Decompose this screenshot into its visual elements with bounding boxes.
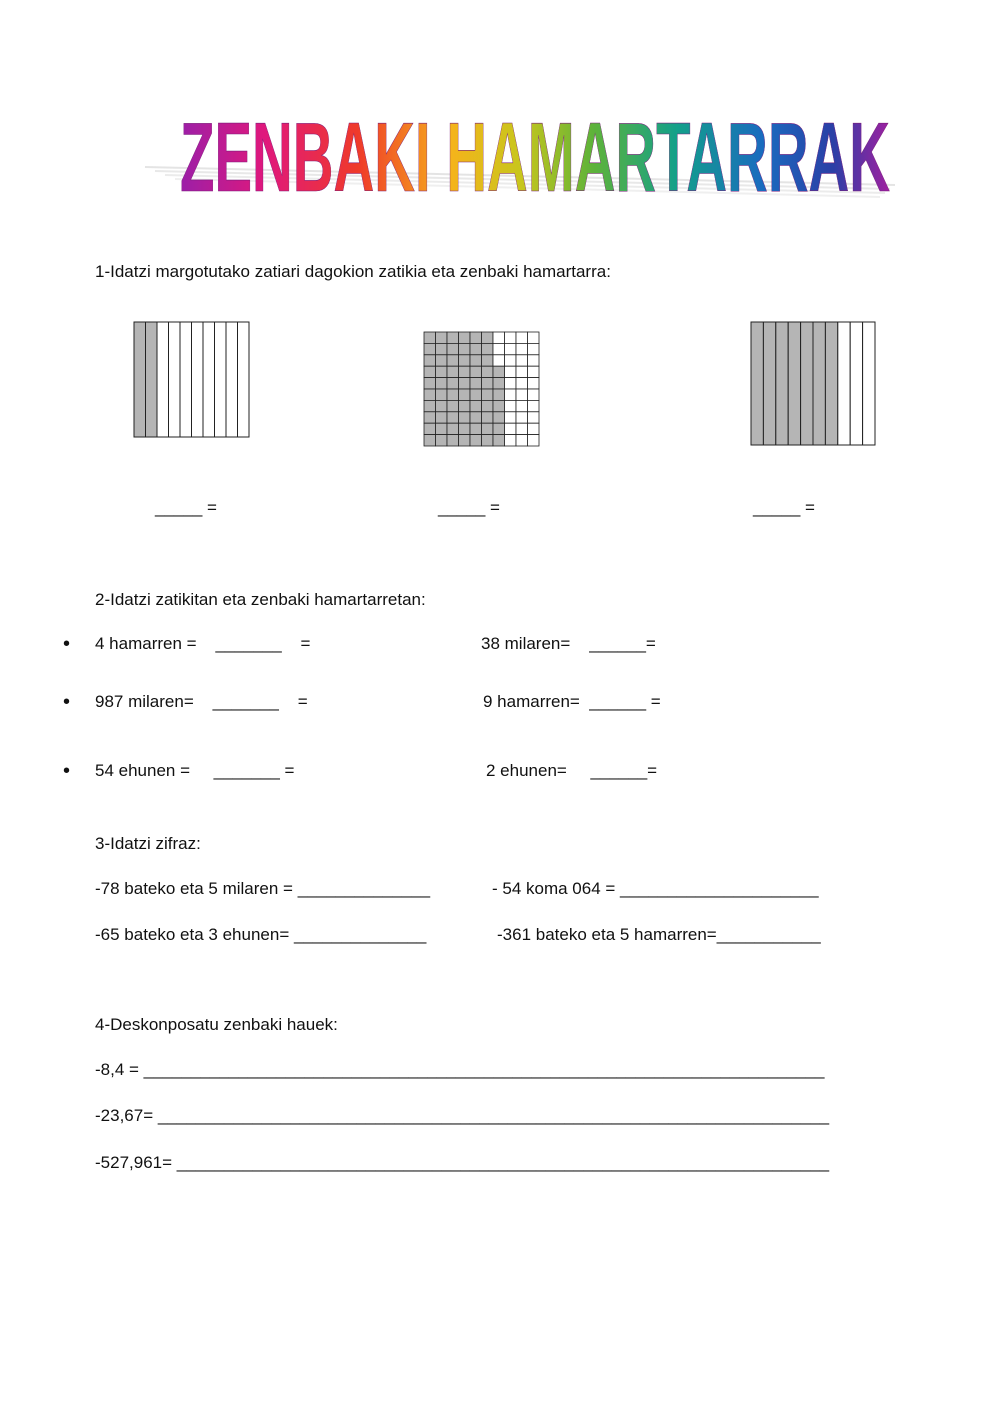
shaded-cell [436,332,448,343]
answer-blank-1[interactable]: _____ = [155,498,217,517]
exercise-item[interactable]: 2 ehunen= ______= [486,761,658,780]
empty-cell [516,332,528,343]
decompose-line[interactable]: -527,961= _____________________________________________________________________ [95,1153,830,1172]
exercise-item[interactable]: -65 bateko eta 3 ehunen= ______________ [95,925,427,944]
empty-cell [528,332,540,343]
empty-cell [528,366,540,377]
shaded-cell [447,343,459,354]
empty-strip [850,322,862,445]
shaded-cell [493,378,505,389]
shaded-cell [424,389,436,400]
title-wordart [140,105,900,205]
shaded-cell [436,423,448,434]
shaded-cell [459,412,471,423]
empty-strip [238,322,250,437]
empty-cell [505,400,517,411]
shaded-cell [493,389,505,400]
shaded-cell [482,400,494,411]
shaded-strip [146,322,158,437]
exercise-item[interactable]: -361 bateko eta 5 hamarren=___________ [497,925,821,944]
section3-heading: 3-Idatzi zifraz: [95,834,201,853]
shaded-cell [459,378,471,389]
shaded-cell [424,343,436,354]
empty-cell [516,355,528,366]
empty-cell [528,389,540,400]
hundredths-figure [423,331,540,447]
empty-cell [516,423,528,434]
shaded-cell [470,332,482,343]
empty-cell [505,378,517,389]
empty-strip [838,322,850,445]
shaded-cell [447,435,459,446]
shaded-strip [751,322,763,445]
shaded-cell [482,355,494,366]
empty-cell [516,435,528,446]
shaded-strip [801,322,813,445]
empty-cell [516,389,528,400]
shaded-cell [436,435,448,446]
empty-cell [528,378,540,389]
decompose-line[interactable]: -8,4 = ________________________________________________________________________ [95,1060,825,1079]
empty-strip [157,322,169,437]
section2-heading: 2-Idatzi zatikitan eta zenbaki hamartarretan: [95,590,426,609]
bullet: • [63,760,71,782]
shaded-cell [493,435,505,446]
empty-cell [528,435,540,446]
shaded-cell [470,389,482,400]
exercise-item[interactable]: 4 hamarren = _______ = [95,634,311,653]
shaded-cell [424,378,436,389]
shaded-cell [459,435,471,446]
empty-cell [516,378,528,389]
shaded-cell [447,423,459,434]
shaded-cell [459,332,471,343]
shaded-strip [813,322,825,445]
empty-strip [226,322,238,437]
empty-cell [505,332,517,343]
shaded-cell [482,366,494,377]
empty-cell [516,412,528,423]
empty-strip [215,322,227,437]
empty-cell [505,366,517,377]
bullet: • [63,691,71,713]
answer-blank-3[interactable]: _____ = [753,498,815,517]
shaded-cell [436,343,448,354]
empty-cell [505,435,517,446]
shaded-cell [482,332,494,343]
decompose-line[interactable]: -23,67= _______________________________________________________________________ [95,1106,830,1125]
shaded-cell [470,378,482,389]
shaded-cell [493,423,505,434]
section1-heading: 1-Idatzi margotutako zatiari dagokion zatikia eta zenbaki hamartarra: [95,262,611,281]
shaded-cell [459,423,471,434]
shaded-cell [424,355,436,366]
empty-cell [516,343,528,354]
empty-cell [516,366,528,377]
shaded-cell [470,355,482,366]
empty-cell [493,332,505,343]
empty-cell [493,355,505,366]
shaded-strip [134,322,146,437]
exercise-item[interactable]: -78 bateko eta 5 milaren = ______________ [95,879,431,898]
shaded-cell [436,412,448,423]
shaded-cell [447,332,459,343]
page-title: ZENBAKI HAMARTARRAK [180,105,890,205]
exercise-item[interactable]: - 54 koma 064 = _____________________ [492,879,819,898]
shaded-cell [470,400,482,411]
shaded-cell [482,423,494,434]
exercise-item[interactable]: 38 milaren= ______= [481,634,656,653]
exercise-item[interactable]: 9 hamarren= ______ = [483,692,661,711]
tenths-figure-2 [750,321,876,446]
shaded-cell [447,366,459,377]
shaded-cell [459,355,471,366]
exercise-item[interactable]: 54 ehunen = _______ = [95,761,295,780]
shaded-cell [493,400,505,411]
shaded-cell [470,366,482,377]
section4-heading: 4-Deskonposatu zenbaki hauek: [95,1015,338,1034]
shaded-cell [470,412,482,423]
empty-cell [505,389,517,400]
shaded-cell [447,400,459,411]
empty-cell [528,412,540,423]
shaded-cell [482,389,494,400]
empty-cell [528,400,540,411]
empty-cell [505,343,517,354]
bullet: • [63,633,71,655]
shaded-cell [424,366,436,377]
empty-strip [863,322,875,445]
shaded-cell [436,355,448,366]
shaded-cell [459,343,471,354]
shaded-cell [459,389,471,400]
shaded-cell [482,412,494,423]
empty-cell [505,423,517,434]
empty-cell [528,355,540,366]
empty-cell [505,412,517,423]
shaded-strip [776,322,788,445]
tenths-figure-1 [133,321,250,438]
shaded-cell [436,366,448,377]
shaded-cell [424,400,436,411]
shaded-cell [447,412,459,423]
shaded-cell [424,332,436,343]
shaded-cell [470,423,482,434]
empty-cell [493,343,505,354]
shaded-cell [459,366,471,377]
shaded-cell [424,423,436,434]
empty-strip [169,322,181,437]
empty-cell [528,423,540,434]
shaded-strip [825,322,837,445]
exercise-item[interactable]: 987 milaren= _______ = [95,692,308,711]
shaded-cell [470,343,482,354]
shaded-cell [447,378,459,389]
shaded-cell [482,343,494,354]
shaded-cell [482,378,494,389]
shaded-cell [447,389,459,400]
shaded-cell [470,435,482,446]
empty-strip [180,322,192,437]
answer-blank-2[interactable]: _____ = [438,498,500,517]
shaded-cell [482,435,494,446]
empty-cell [528,343,540,354]
empty-cell [516,400,528,411]
shaded-cell [436,378,448,389]
shaded-cell [436,400,448,411]
shaded-cell [447,355,459,366]
empty-cell [505,355,517,366]
shaded-strip [788,322,800,445]
shaded-cell [493,412,505,423]
shaded-strip [763,322,775,445]
empty-strip [192,322,204,437]
shaded-cell [424,412,436,423]
shaded-cell [459,400,471,411]
shaded-cell [436,389,448,400]
empty-strip [203,322,215,437]
shaded-cell [493,366,505,377]
shaded-cell [424,435,436,446]
